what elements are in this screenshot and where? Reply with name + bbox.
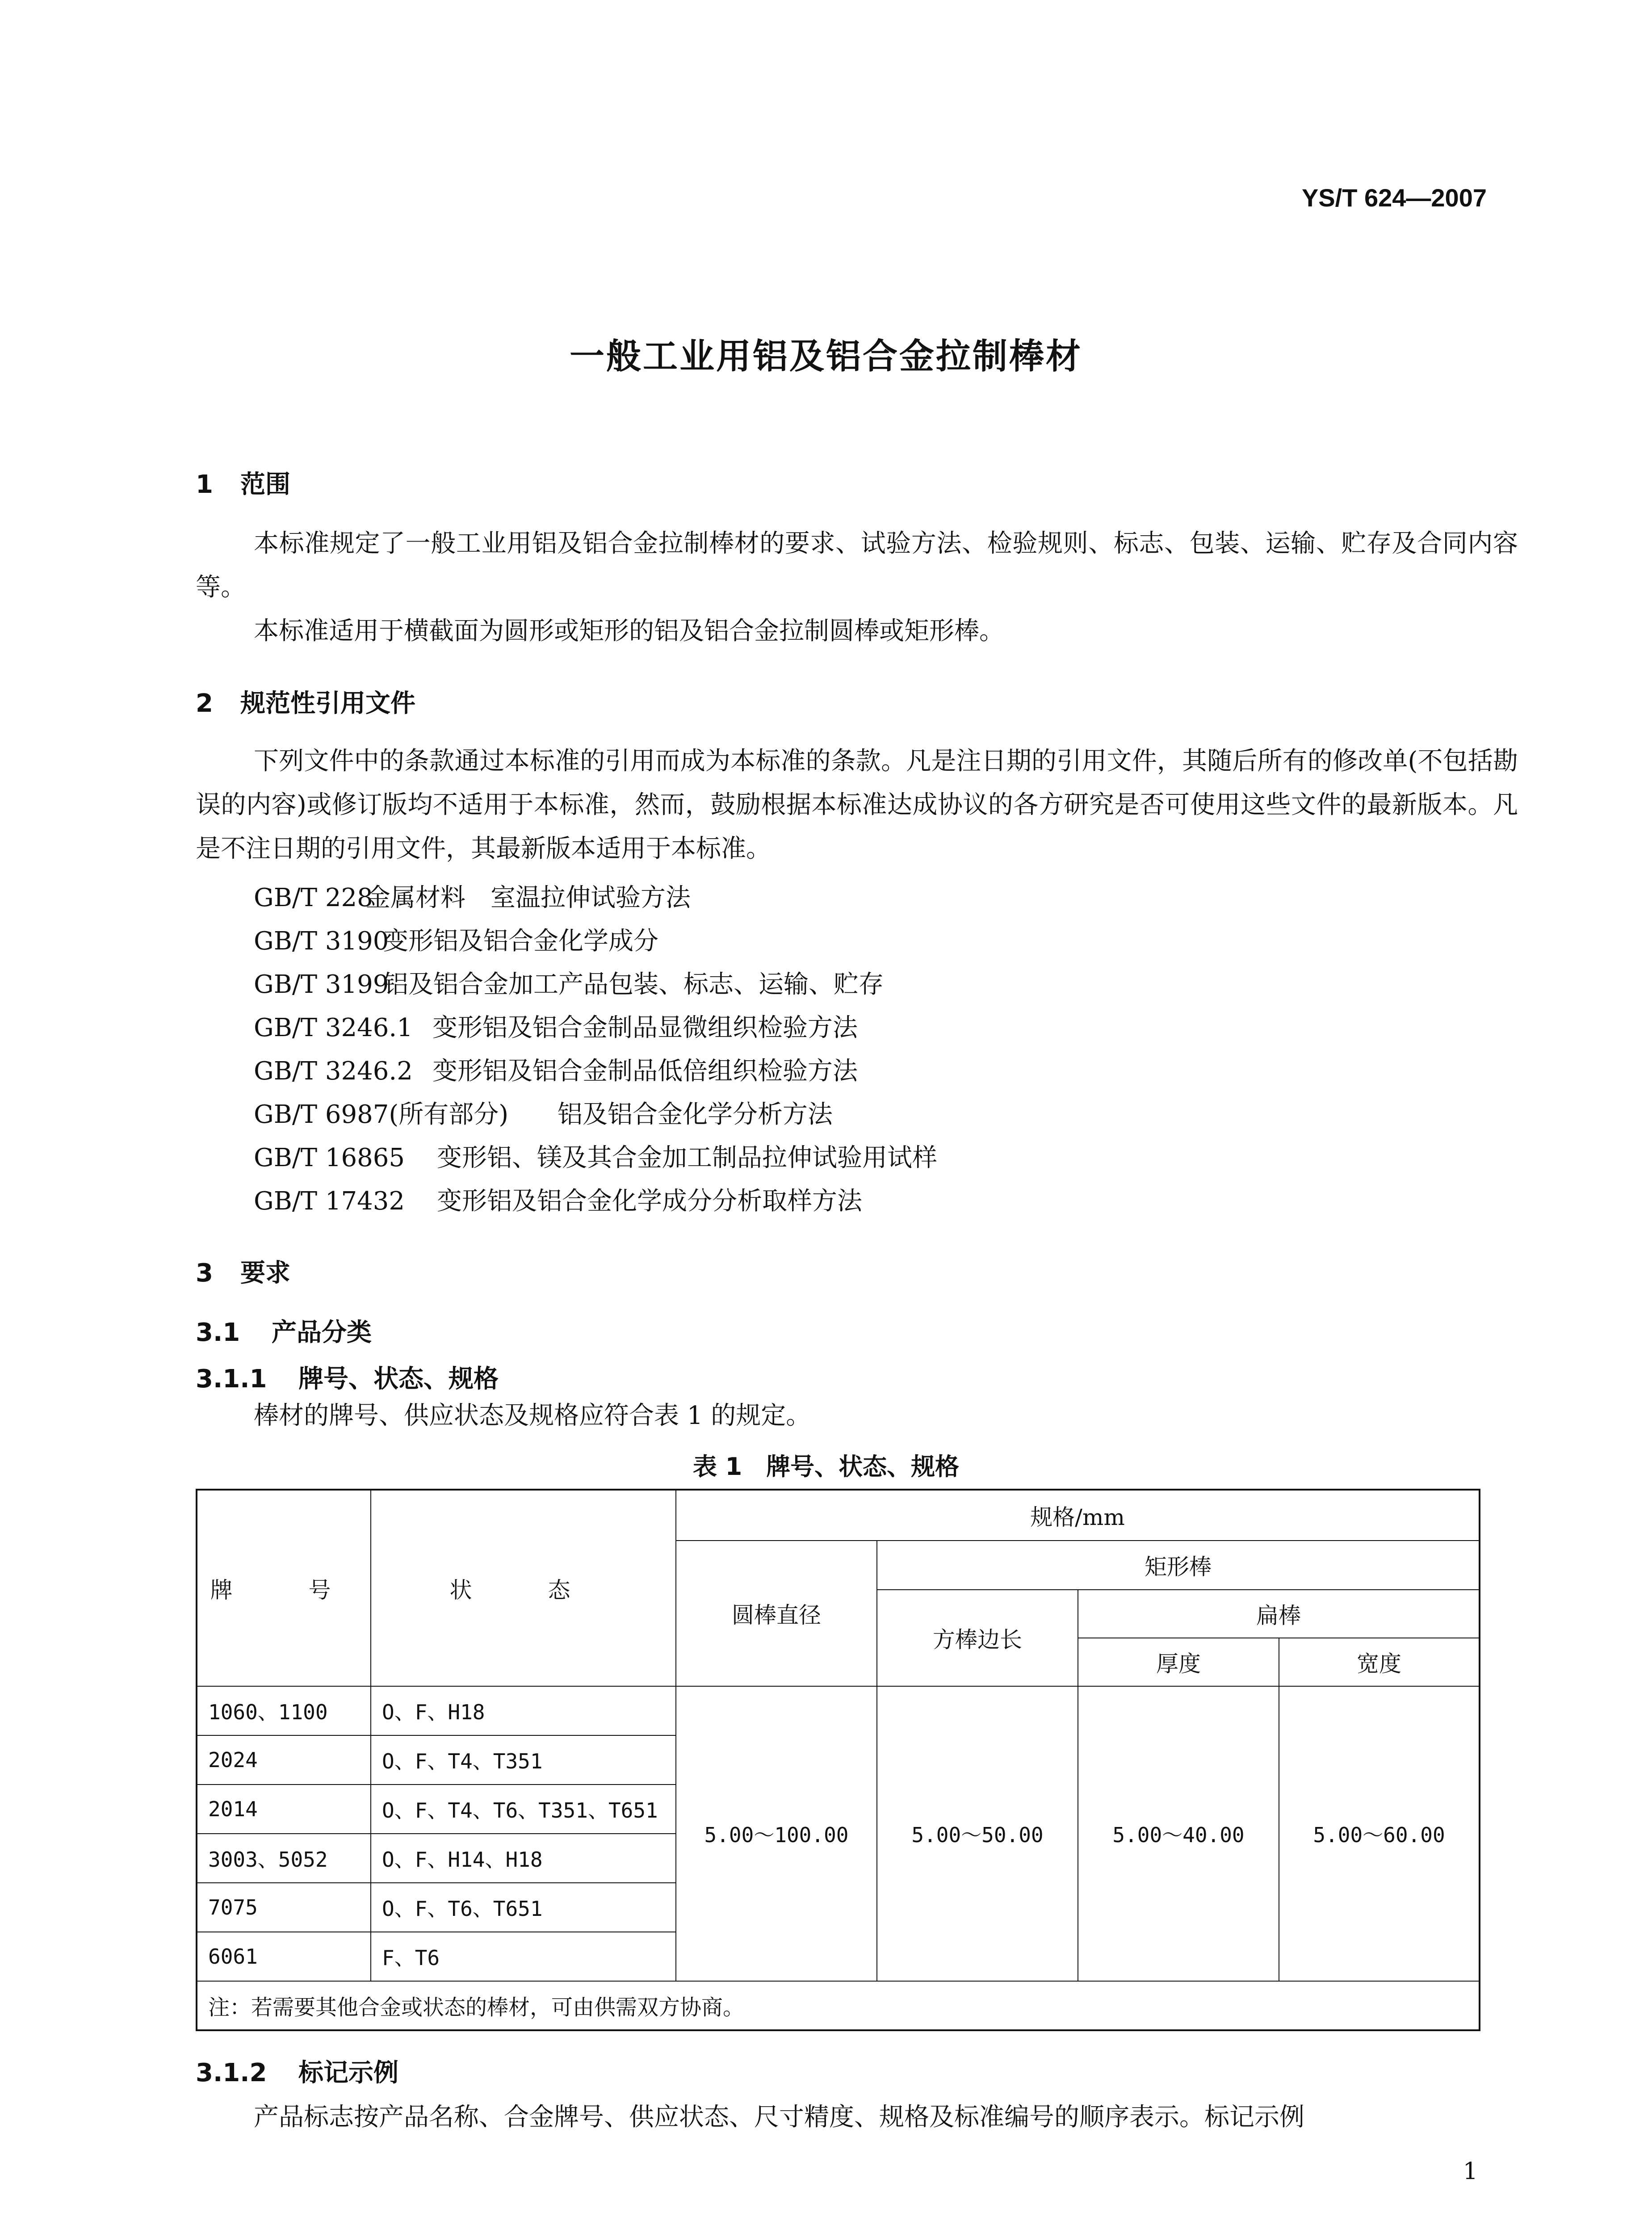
reference-item — [254, 965, 884, 1000]
cell-square-side-range: 5.00～50.00 — [877, 1686, 1078, 1981]
header-width: 宽度 — [1279, 1638, 1480, 1686]
section-3-heading — [196, 1253, 290, 1289]
cell-temper: O、F、T4、T6、T351、T651 — [371, 1785, 676, 1834]
reference-title: 变形铝及铝合金化学成分分析取样方法 — [437, 1187, 862, 1216]
cell-grade: 1060、1100 — [197, 1686, 371, 1735]
cell-round-diameter-range: 5.00～100.00 — [676, 1686, 877, 1981]
header-round-diameter: 圆棒直径 — [676, 1541, 877, 1686]
cell-temper: O、F、T4、T351 — [371, 1735, 676, 1785]
section-number: 3.1.2 — [196, 2058, 267, 2087]
subsection-3-1-2-text: 产品标志按产品名称、合金牌号、供应状态、尺寸精度、规格及标准编号的顺序表示。标记示例 — [254, 2103, 1304, 2132]
section-number: 3.1.1 — [196, 1365, 267, 1394]
header-rect-bar: 矩形棒 — [877, 1541, 1480, 1590]
section-number: 2 — [196, 689, 213, 718]
paragraph: 本标准适用于横截面为圆形或矩形的铝及铝合金拉制圆棒或矩形棒。 — [254, 617, 1004, 646]
cell-grade: 6061 — [197, 1932, 371, 1981]
reference-code: GB/T 6987(所有部分) — [254, 1100, 509, 1129]
subsection-3-1-1-heading — [196, 1359, 499, 1395]
cell-temper: O、F、H18 — [371, 1686, 676, 1735]
reference-item — [254, 878, 691, 914]
reference-code: GB/T 16865 — [254, 1143, 405, 1172]
section-2-heading — [196, 684, 415, 719]
reference-title: 变形铝及铝合金制品低倍组织检验方法 — [432, 1057, 858, 1086]
header-grade: 牌 号 — [197, 1490, 371, 1686]
reference-item — [254, 1138, 937, 1174]
reference-title: 铝及铝合金加工产品包装、标志、运输、贮存 — [383, 970, 884, 999]
section-title: 范围 — [240, 470, 290, 499]
section-2-intro — [196, 739, 1518, 871]
reference-code: GB/T 17432 — [254, 1187, 405, 1216]
header-square-side: 方棒边长 — [877, 1590, 1078, 1686]
subsection-3-1-2-heading — [196, 2053, 398, 2089]
reference-item — [254, 921, 658, 957]
reference-code: GB/T 3199 — [254, 970, 389, 999]
section-number: 3.1 — [196, 1318, 240, 1347]
section-number: 3 — [196, 1259, 213, 1288]
reference-title: 变形铝及铝合金化学成分 — [383, 927, 658, 956]
subsection-3-1-1-text: 棒材的牌号、供应状态及规格应符合表 1 的规定。 — [254, 1401, 811, 1430]
cell-temper: O、F、H14、H18 — [371, 1834, 676, 1883]
cell-thickness-range: 5.00～40.00 — [1078, 1686, 1279, 1981]
section-title: 产品分类 — [272, 1318, 372, 1347]
cell-grade: 2014 — [197, 1785, 371, 1834]
reference-code: GB/T 3190 — [254, 927, 389, 956]
reference-title: 金属材料 室温拉伸试验方法 — [365, 883, 691, 912]
reference-item — [254, 1051, 858, 1087]
section-1-heading — [196, 465, 290, 500]
document-title: 一般工业用铝及铝合金拉制棒材 — [569, 336, 1082, 377]
section-title: 要求 — [240, 1259, 290, 1288]
cell-grade: 7075 — [197, 1883, 371, 1932]
paragraph: 本标准规定了一般工业用铝及铝合金拉制棒材的要求、试验方法、检验规则、标志、包装、运输、贮存及合同内容等。 — [196, 529, 1518, 602]
cell-temper: F、T6 — [371, 1932, 676, 1981]
header-spec: 规格/mm — [676, 1490, 1480, 1541]
header-temper: 状 态 — [371, 1490, 676, 1686]
reference-item — [254, 1008, 858, 1044]
reference-title: 变形铝、镁及其合金加工制品拉伸试验用试样 — [437, 1143, 937, 1172]
reference-title: 变形铝及铝合金制品显微组织检验方法 — [432, 1013, 858, 1042]
table-caption: 表 1 牌号、状态、规格 — [692, 1453, 960, 1481]
section-title: 标记示例 — [298, 2058, 398, 2087]
spec-table — [196, 1489, 1480, 2031]
table-note: 注：若需要其他合金或状态的棒材，可由供需双方协商。 — [197, 1981, 1480, 2030]
cell-width-range: 5.00～60.00 — [1279, 1686, 1480, 1981]
section-title: 规范性引用文件 — [240, 689, 415, 718]
reference-code: GB/T 3246.2 — [254, 1057, 413, 1086]
paragraph: 下列文件中的条款通过本标准的引用而成为本标准的条款。凡是注日期的引用文件，其随后所有的修改单(不包括勘误的内容)或修订版均不适用于本标准，然而，鼓励根据本标准达成协议的各方研究是否可使用这些文件的最新版本。凡是不注日期的引用文件，其最新版本适用于本标准。 — [196, 747, 1518, 863]
section-1-body — [196, 522, 1518, 653]
reference-item — [254, 1181, 862, 1217]
section-number: 1 — [196, 470, 213, 499]
reference-item — [254, 1095, 833, 1130]
section-title: 牌号、状态、规格 — [298, 1365, 499, 1394]
subsection-3-1-heading — [196, 1313, 372, 1348]
reference-code: GB/T 228 — [254, 883, 373, 912]
cell-temper: O、F、T6、T651 — [371, 1883, 676, 1932]
table-row — [197, 1686, 1480, 1735]
reference-title: 铝及铝合金化学分析方法 — [558, 1100, 833, 1129]
cell-grade: 3003、5052 — [197, 1834, 371, 1883]
reference-code: GB/T 3246.1 — [254, 1013, 413, 1042]
cell-grade: 2024 — [197, 1735, 371, 1785]
standard-code: YS/T 624—2007 — [1301, 184, 1487, 212]
page-number: 1 — [1463, 2158, 1478, 2185]
header-thickness: 厚度 — [1078, 1638, 1279, 1686]
header-flat-bar: 扁棒 — [1078, 1590, 1480, 1638]
